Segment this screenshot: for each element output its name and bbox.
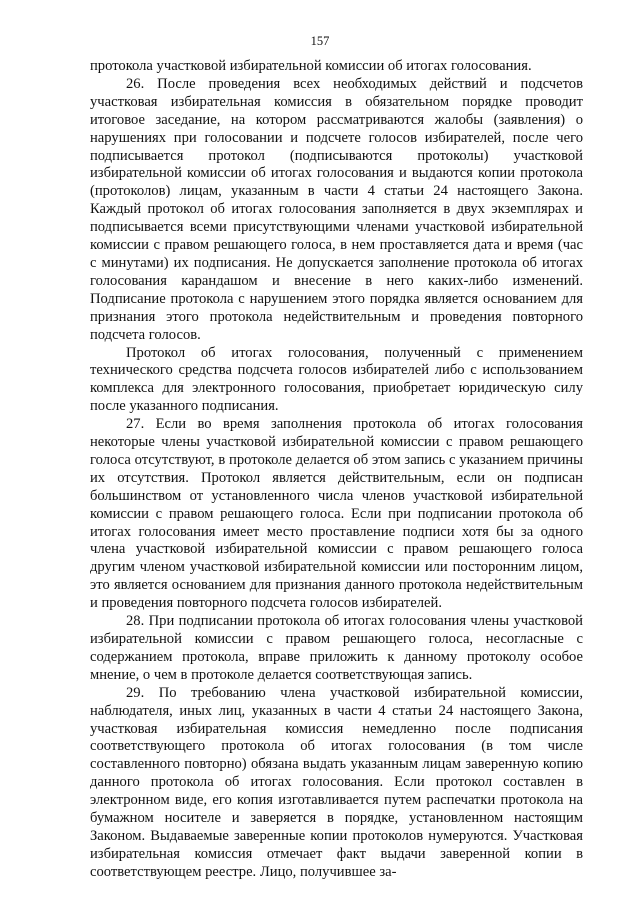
paragraph-28: 28. При подписании протокола об итогах голосования члены участковой избирательной комиссии с правом решающего голоса, несогласные с содержанием протокола, вправе приложить к данному протоколу особое мнение, о чем в протоколе делается соответствующая запись. (90, 613, 583, 683)
paragraph-27: 27. Если во время заполнения протокола об итогах голосования некоторые члены участковой избирательной комиссии с правом решающего голоса отсутствуют, в протоколе делается об этом запись с указанием причины их отсутствия. Протокол является действительным, если он подписан большинством от установленного числа членов участковой избирательной комиссии с правом решающего голоса. Если при подписании протокола об итогах голосования имеет место проставление подписи хотя бы за одного члена участковой избирательной комиссии с правом решающего голоса другим членом участковой избирательной комиссии или посторонним лицом, это является основанием для признания данного протокола недействительным и проведения повторного подсчета голосов избирателей. (90, 416, 583, 612)
document-body (90, 58, 583, 882)
paragraph-29: 29. По требованию члена участковой избирательной комиссии, наблюдателя, иных лиц, указанных в части 4 статьи 24 настоящего Закона, участковая избирательная комиссия немедленно после подписания соответствующего протокола об итогах голосования (в том числе составленного повторно) обязана выдать указанным лицам заверенную копию данного протокола об итогах голосования. Если протокол составлен в электронном виде, его копия изготавливается путем распечатки протокола на бумажном носителе и заверяется в порядке, установленном настоящим Законом. Выдаваемые заверенные копии протоколов нумеруются. Участковая избирательная комиссия отмечает факт выдачи заверенной копии в соответствующем реестре. Лицо, получившее за- (90, 684, 583, 880)
paragraph-26: 26. После проведения всех необходимых действий и подсчетов участковая избирательная комиссия в обязательном порядке проводит итоговое заседание, на котором рассматриваются жалобы (заявления) о нарушениях при голосовании и подсчете голосов избирателей, после чего подписывается протокол (подписываются протоколы) участковой избирательной комиссии об итогах голосования и выдаются копии протокола (протоколов) лицам, указанным в части 4 статьи 24 настоящего Закона. Каждый протокол об итогах голосования заполняется в двух экземплярах и подписывается всеми присутствующими членами участковой избирательной комиссии с правом решающего голоса, в нем проставляется дата и время (час с минутами) их подписания. Не допускается заполнение протокола об итогах голосования карандашом и внесение в него каких-либо изменений. Подписание протокола с нарушением этого порядка является основанием для признания этого протокола недействительным и проведения повторного подсчета голосов. (90, 75, 583, 343)
page-number: 157 (310, 34, 330, 48)
paragraph-26-electronic-protocol: Протокол об итогах голосования, полученный с применением технического средства подсчета голосов избирателей либо с использованием комплекса для электронного голосования, приобретает юридическую силу после указанного подписания. (90, 344, 583, 415)
paragraph-continuation: протокола участковой избирательной комиссии об итогах голосования. (90, 58, 532, 74)
